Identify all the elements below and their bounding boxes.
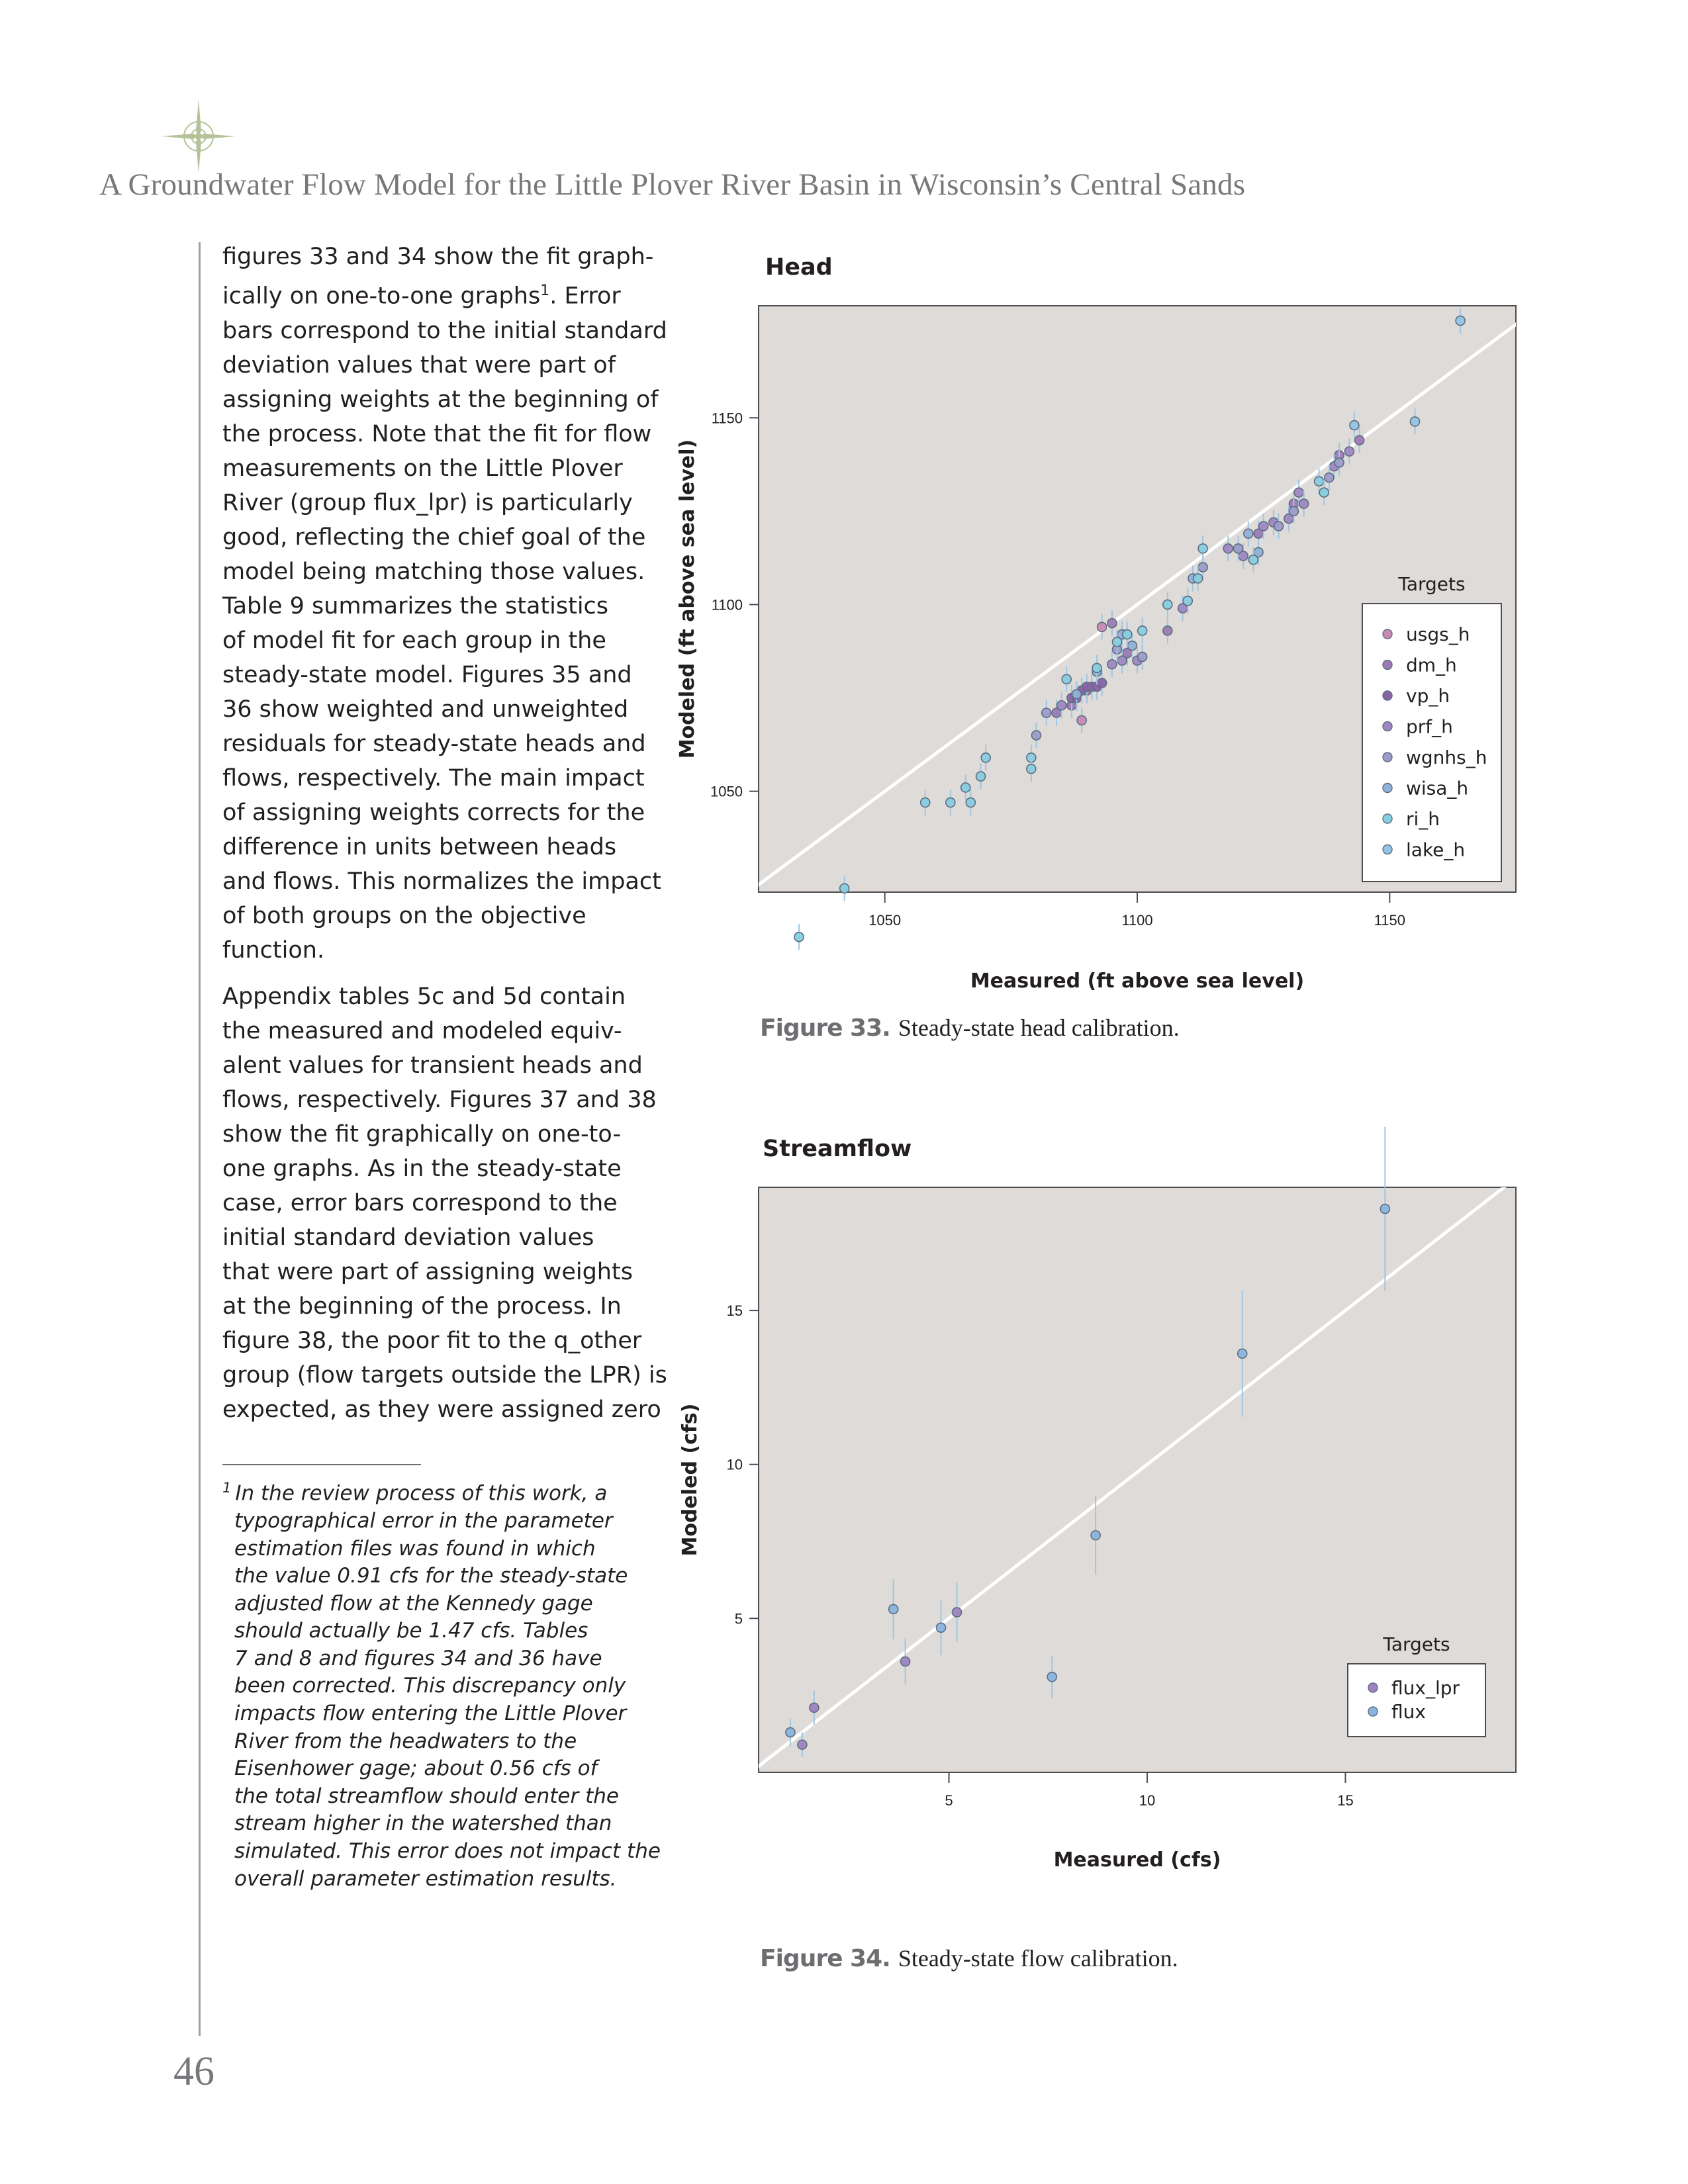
legend-label-vp_h: vp_h [1406, 685, 1450, 707]
data-point-flux [889, 1604, 898, 1614]
data-point-wgnhs_h [1335, 458, 1344, 467]
x-tick-label: 1150 [1374, 912, 1405, 929]
data-point-prf_h [1299, 499, 1309, 508]
footnote-line: the value 0.91 cfs for the steady-state [234, 1564, 628, 1588]
data-point-ri_h [976, 772, 986, 781]
text-line: that were part of assigning weights [222, 1259, 633, 1285]
legend-marker-usgs_h [1383, 629, 1392, 639]
text-line: good, reflecting the chief goal of the [222, 523, 646, 551]
paragraph-2 [222, 979, 667, 1427]
figure-34-text: Steady-state flow calibration. [898, 1945, 1178, 1972]
footnote-line: estimation files was found in which [234, 1536, 596, 1561]
data-point-prf_h [1057, 701, 1066, 710]
x-axis-title: Measured (cfs) [1053, 1848, 1221, 1872]
text-line: of model fit for each group in the [222, 627, 606, 654]
data-point-ri_h [1163, 600, 1172, 609]
data-point-dm_h [1163, 626, 1172, 635]
text-line: function. [222, 936, 325, 964]
data-point-flux [1238, 1349, 1247, 1358]
text-line: show the fit graphically on one-to- [222, 1121, 622, 1148]
data-point-flux [937, 1623, 946, 1632]
footnote-line: should actually be 1.47 cfs. Tables [234, 1619, 588, 1643]
data-point-flux_lpr [798, 1740, 807, 1749]
data-point-ri_h [1123, 630, 1132, 639]
footnote-line: overall parameter estimation results. [234, 1866, 617, 1891]
text-line: the measured and modeled equiv- [222, 1018, 622, 1044]
figure-33-label: Figure 33. [760, 1015, 890, 1042]
text-line: alent values for transient heads and [222, 1052, 643, 1079]
legend-marker-flux_lpr [1368, 1683, 1378, 1692]
data-point-flux_lpr [810, 1703, 819, 1712]
legend-marker-ri_h [1383, 814, 1392, 823]
data-point-ri_h [921, 798, 930, 807]
text-line: difference in units between heads [222, 833, 617, 860]
text-fragment: . Error [549, 283, 621, 310]
footnote-line: simulated. This error does not impact the [234, 1839, 661, 1864]
legend-title: Targets [1398, 573, 1466, 595]
data-point-wgnhs_h [1234, 544, 1243, 553]
data-point-prf_h [1344, 447, 1354, 456]
data-point-lake_h [1350, 421, 1359, 430]
figure-34-caption [760, 1944, 1178, 1972]
data-point-ri_h [1315, 477, 1324, 486]
y-tick-label: 10 [726, 1456, 743, 1473]
footnote-line: Eisenhower gage; about 0.56 cfs of [234, 1756, 598, 1781]
legend-marker-lake_h [1383, 845, 1392, 854]
text-line: steady-state model. Figures 35 and [222, 661, 632, 688]
data-point-wgnhs_h [1031, 731, 1041, 740]
data-point-usgs_h [1098, 622, 1107, 631]
footnote-reference[interactable]: 1 [540, 283, 550, 299]
text-line: flows, respectively. The main impact [222, 764, 645, 792]
data-point-ri_h [1138, 626, 1147, 635]
head-chart-title: Head [765, 254, 833, 281]
data-point-ri_h [1248, 555, 1258, 565]
footnote [222, 1475, 661, 1893]
data-point-ri_h [961, 783, 970, 792]
data-point-prf_h [1259, 522, 1268, 531]
data-point-ri_h [1062, 674, 1071, 684]
text-line: residuals for steady-state heads and [222, 730, 646, 757]
legend-box [1348, 1664, 1485, 1737]
x-tick-label: 10 [1139, 1792, 1156, 1809]
data-point-wgnhs_h [1325, 473, 1334, 482]
text-line: group (flow targets outside the LPR) is [222, 1362, 667, 1388]
y-tick-label: 1050 [710, 783, 743, 800]
data-point-ri_h [981, 753, 990, 762]
data-point-ri_h [840, 884, 849, 893]
legend-marker-prf_h [1383, 722, 1392, 731]
figure-34-label: Figure 34. [760, 1945, 890, 1972]
compass-rose-icon [162, 99, 236, 173]
footnote-line: been corrected. This discrepancy only [234, 1674, 626, 1698]
data-point-prf_h [1223, 544, 1233, 553]
legend-label-wgnhs_h: wgnhs_h [1406, 747, 1487, 768]
streamflow-chart-title: Streamflow [763, 1136, 912, 1162]
legend-label-lake_h: lake_h [1406, 839, 1466, 861]
data-point-flux [1380, 1205, 1389, 1214]
data-point-ri_h [1198, 544, 1207, 553]
y-axis-title: Modeled (cfs) [679, 1403, 702, 1557]
data-point-ri_h [1183, 596, 1192, 606]
legend-label-dm_h: dm_h [1406, 654, 1457, 676]
text-line: figures 33 and 34 show the fit graph- [222, 244, 654, 270]
data-point-flux_lpr [952, 1608, 961, 1617]
legend-title: Targets [1383, 1633, 1450, 1655]
data-point-flux [786, 1728, 795, 1737]
data-point-ri_h [1092, 663, 1102, 672]
figure-33-caption [760, 1014, 1180, 1042]
legend-label-wisa_h: wisa_h [1406, 777, 1469, 799]
data-point-prf_h [1107, 660, 1117, 669]
data-point-prf_h [1117, 656, 1127, 665]
data-point-wgnhs_h [1198, 563, 1207, 572]
data-point-ri_h [794, 933, 804, 942]
text-line: measurements on the Little Plover [222, 455, 623, 482]
data-point-lake_h [1410, 417, 1419, 426]
data-point-prf_h [1294, 488, 1303, 497]
column-rule [199, 242, 201, 2036]
legend-label-flux: flux [1391, 1701, 1426, 1723]
data-point-wisa_h [1072, 690, 1081, 699]
data-point-lake_h [1456, 316, 1465, 326]
x-tick-label: 1100 [1121, 912, 1153, 929]
text-line: case, error bars correspond to the [222, 1190, 618, 1216]
legend-marker-wgnhs_h [1383, 752, 1392, 762]
data-point-flux [1091, 1531, 1100, 1540]
data-point-wisa_h [1127, 641, 1137, 651]
y-tick-label: 1150 [711, 410, 743, 427]
data-point-ri_h [1027, 764, 1036, 774]
footnote-line: typographical error in the parameter [234, 1508, 613, 1533]
text-line: at the beginning of the process. In [222, 1293, 622, 1320]
footnote-line: stream higher in the watershed than [234, 1811, 612, 1836]
data-point-usgs_h [1077, 715, 1086, 725]
y-tick-label: 15 [726, 1302, 743, 1320]
streamflow-chart [662, 1165, 1536, 1893]
text-line: of assigning weights corrects for the [222, 799, 645, 826]
data-point-ri_h [1194, 574, 1203, 583]
legend-marker-dm_h [1383, 660, 1392, 670]
data-point-dm_h [1107, 619, 1117, 628]
paragraph-1 [222, 240, 667, 968]
text-line: River (group flux_lpr) is particularly [222, 489, 633, 516]
text-line: and flows. This normalizes the impact [222, 868, 661, 895]
text-line: 36 show weighted and unweighted [222, 696, 629, 723]
footnote-rule [222, 1464, 421, 1465]
text-line: one graphs. As in the steady-state [222, 1156, 622, 1182]
data-point-wgnhs_h [1274, 522, 1284, 531]
footnote-line: 7 and 8 and figures 34 and 36 have [234, 1646, 602, 1670]
text-fragment: In the review process of this work, a [235, 1481, 608, 1506]
footnote-marker: 1 [222, 1480, 232, 1496]
figure-33-text: Steady-state head calibration. [898, 1015, 1180, 1041]
footnote-line [222, 1475, 646, 1508]
text-line: Table 9 summarizes the statistics [222, 592, 609, 619]
data-point-ri_h [1319, 488, 1329, 497]
x-tick-label: 1050 [868, 912, 902, 929]
legend-label-usgs_h: usgs_h [1406, 623, 1470, 645]
legend-label-prf_h: prf_h [1406, 715, 1453, 738]
legend-marker-wisa_h [1383, 784, 1392, 793]
text-fragment: ically on one-to-one graphs [222, 283, 541, 310]
text-line: model being matching those values. [222, 558, 645, 585]
data-point-wisa_h [1244, 529, 1253, 538]
legend-marker-vp_h [1383, 691, 1392, 700]
y-tick-label: 5 [734, 1610, 743, 1627]
data-point-vp_h [1098, 678, 1107, 688]
data-point-wgnhs_h [1289, 506, 1298, 516]
text-line: initial standard deviation values [222, 1224, 594, 1251]
data-point-ri_h [966, 798, 975, 807]
page-number: 46 [173, 2049, 214, 2094]
data-point-flux [1047, 1672, 1056, 1682]
footnote-line: the total streamflow should enter the [234, 1784, 619, 1808]
footnote-line: adjusted flow at the Kennedy gage [234, 1591, 593, 1615]
data-point-ri_h [946, 798, 955, 807]
text-line: flows, respectively. Figures 37 and 38 [222, 1087, 657, 1113]
text-line: of both groups on the objective [222, 902, 586, 929]
legend-label-ri_h: ri_h [1406, 808, 1440, 830]
text-line: bars correspond to the initial standard [222, 317, 667, 344]
y-axis-title: Modeled (ft above sea level) [676, 439, 699, 759]
data-point-ri_h [1112, 637, 1121, 647]
text-line: expected, as they were assigned zero [222, 1396, 661, 1423]
legend-label-flux_lpr: flux_lpr [1391, 1677, 1460, 1699]
legend-marker-flux [1368, 1707, 1378, 1716]
data-point-flux_lpr [901, 1657, 910, 1666]
footnote-line: River from the headwaters to the [234, 1729, 577, 1753]
text-line: the process. Note that the fit for flow [222, 420, 652, 447]
text-line: Appendix tables 5c and 5d contain [222, 983, 626, 1010]
data-point-wgnhs_h [1042, 708, 1051, 717]
head-chart [662, 278, 1536, 1032]
text-line [222, 274, 654, 314]
y-tick-label: 1100 [711, 596, 743, 614]
running-title: A Groundwater Flow Model for the Little Plover River Basin in Wisconsin’s Central Sands [99, 167, 1246, 202]
data-point-wgnhs_h [1138, 652, 1147, 661]
data-point-dm_h [1355, 435, 1364, 445]
x-axis-title: Measured (ft above sea level) [970, 970, 1305, 993]
text-line: deviation values that were part of [222, 351, 616, 379]
text-line: figure 38, the poor fit to the q_other [222, 1328, 642, 1354]
footnote-line: impacts flow entering the Little Plover [234, 1702, 627, 1726]
text-line: assigning weights at the beginning of [222, 386, 659, 413]
x-tick-label: 15 [1337, 1792, 1354, 1809]
x-tick-label: 5 [945, 1792, 953, 1809]
